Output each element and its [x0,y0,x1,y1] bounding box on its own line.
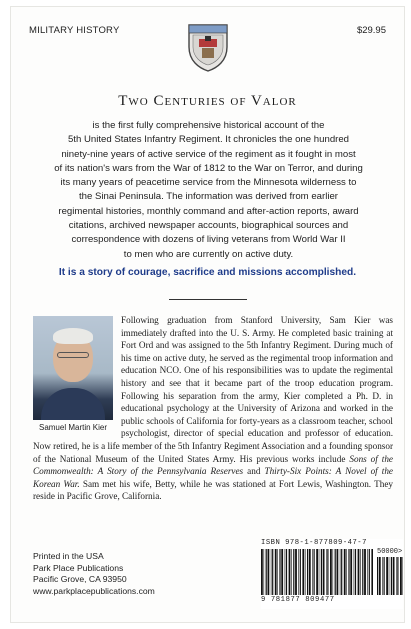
barcode-bar [281,549,283,595]
barcode-bar [355,549,356,595]
book-title: Two Centuries of Valor [118,93,297,109]
barcode-bar [333,549,334,595]
intro-line: is the first fully comprehensive historical account of the [92,120,325,131]
bio-text: and [243,466,265,477]
barcode-bar [350,549,352,595]
barcode-bar [384,557,385,595]
intro-line: correspondence with dozens of living veterans from World War II [71,234,346,246]
barcode-bar [362,549,363,595]
divider [169,299,247,300]
barcode-bar [360,549,361,595]
barcode-bar [266,549,267,595]
bio-book-title: Thirty-Six Points: A Novel of the Korean War. [33,466,393,489]
barcode-bar [316,549,318,595]
price-addon-text: 50000> [377,548,403,556]
publisher-url: www.parkplacepublications.com [33,585,155,596]
barcode-bar [305,549,306,595]
barcode-bar [314,549,315,595]
author-photo [33,316,113,432]
publisher-line: Pacific Grove, CA 93950 [33,574,127,585]
barcode-bar [403,557,404,595]
barcode-bar [391,557,392,595]
publisher-info [33,551,155,597]
barcode-bar [382,557,383,595]
regimental-shield-icon [185,21,231,73]
barcode-bar [291,549,292,595]
intro-line: regimental histories, monthly command and after-action reports, award [58,205,359,217]
intro-line: 5th United States Infantry Regiment. It chronicles the one hundred [67,134,350,146]
barcode-bar [271,549,272,595]
price-label: $29.95 [356,25,386,36]
intro-line: to men who are currently on active duty. [123,248,294,260]
barcode-bar [319,549,320,595]
intro-line: the Sinai Peninsula. The information was derived from earlier [79,191,338,203]
author-photo-caption: Samuel Martin Kier [38,423,108,432]
barcode-bar [330,549,332,595]
barcode-bar [327,549,328,595]
intro-paragraph [51,119,366,262]
barcode-icon [261,549,373,595]
author-bio [33,314,393,503]
bio-book-title: Sons of the Commonwealth: A Story of the Pennsylvania Reserves [33,453,394,477]
barcode-bar [321,549,322,595]
isbn-text: ISBN 978-1-877809-47-7 [261,539,367,547]
barcode-bar [300,549,301,595]
intro-line: of its nation's wars from the War of 1812 to the War on Terror, and during [54,162,363,174]
author-portrait [33,316,113,420]
barcode-bar [396,557,397,595]
barcode-bar [272,549,273,595]
barcode-bar [354,549,355,595]
barcode-bar [289,549,291,595]
barcode-bar [261,549,263,595]
intro-line: its many years of peacetime service from the Minnesota wilderness to [60,177,357,189]
barcode-bar [344,549,346,595]
category-label: MILITARY HISTORY [29,25,120,36]
barcode-bar [371,549,373,595]
barcode-bar [389,557,390,595]
barcode-bar [379,557,381,595]
addon-barcode-icon [377,557,403,595]
barcode-bar [358,549,360,595]
barcode-bar [397,557,398,595]
barcode-bar [295,549,297,595]
barcode-bar [277,549,278,595]
barcode-bar [335,549,336,595]
barcode-bar [302,549,304,595]
book-back-cover [10,6,405,623]
barcode-bar [346,549,347,595]
ean-digits: 9 781877 809477 [261,596,335,604]
barcode-bar [367,549,368,595]
intro-line: ninety-nine years of active service of the regiment as it fought in most [61,148,356,160]
barcode-bar [307,549,308,595]
barcode-bar [268,549,270,595]
bio-text: Sam met his wife, Betty, while he was stationed at Fort Lewis, Washington. They reside in Pacific Grove, California. [33,478,393,502]
barcode-block [261,539,403,609]
barcode-bar [286,549,287,595]
barcode-bar [312,549,313,595]
barcode-bar [348,549,349,595]
bio-text: Following graduation from Stanford University, Sam Kier was immediately drafted into the U. S. Army. He completed basic training at Fort Ord and was assigned to the 5th Infantry Regiment. During much of his time on active duty, he served as the regimental troop information and education NCO. One of his responsibilities was to update the regimental history and see that it became part of the troop education program. Following his separation from the army, Kier completed a Ph. D. in educational psychology at the University of Arizona and worked in the public schools of California for forty-years as a classroom teacher, school psychologist, director of special education and professor of education. Now retired, he is a life member of the 5th Infantry Regiment Association and a founding sponsor of the National Museum of the United States Army. His previous works include [33,315,394,464]
barcode-bar [337,549,339,595]
publisher-line: Printed in the USA [33,551,104,561]
barcode-bar [364,549,366,595]
tagline: It is a story of courage, sacrifice and missions accomplished. [58,267,357,278]
barcode-bar [341,549,342,595]
barcode-bar [309,549,311,595]
barcode-bar [298,549,299,595]
barcode-bar [279,549,280,595]
barcode-bar [326,549,327,595]
barcode-bar [275,549,277,595]
barcode-bar [400,557,402,595]
barcode-bar [264,549,265,595]
barcode-bar [386,557,388,595]
publisher-line: Park Place Publications [33,562,124,573]
barcode-bar [323,549,325,595]
barcode-bar [369,549,370,595]
barcode-bar [340,549,341,595]
barcode-bar [285,549,286,595]
barcode-bar [293,549,294,595]
barcode-bar [377,557,378,595]
barcode-bar [393,557,395,595]
intro-line: citations, archived newspaper accounts, biographical sources and [68,220,349,232]
